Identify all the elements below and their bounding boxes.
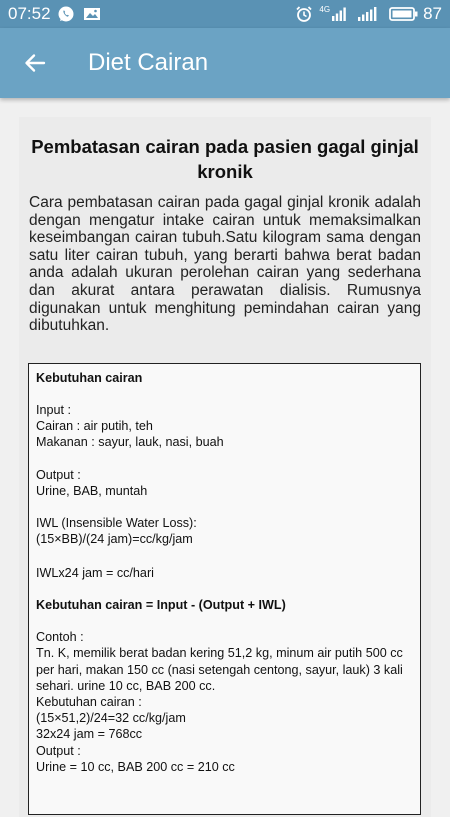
example-output-calc: Urine = 10 cc, BAB 200 cc = 210 cc	[36, 760, 235, 774]
output-label: Output :	[36, 468, 81, 482]
article-intro: Cara pembatasan cairan pada gagal ginjal kronik adalah dengan mengatur intake cairan untuk memaksimalkan keseimbangan cairan tubuh.Satu kilogram sama dengan satu liter cairan tubuh, yang berarti bahwa berat badan anda adalah ukuran perolehan cairan yang sederhana dan akurat antara perawatan dialisis. Rumusnya digunakan untuk menghitung pemindahan cairan yang dibutuhkan.	[29, 194, 421, 335]
article-heading: Pembatasan cairan pada pasien gagal ginjal kronik	[31, 136, 419, 182]
formula-box-title: Kebutuhan cairan	[36, 371, 143, 385]
app-bar-title: Diet Cairan	[88, 49, 209, 76]
iwl-daily-formula: IWLx24 jam = cc/hari	[36, 566, 154, 580]
example-text-line-2: per hari, makan 150 cc (nasi setengah centong, sayur, lauk) 3 kali	[36, 663, 403, 677]
app-bar	[0, 28, 450, 98]
example-output-label: Output :	[36, 744, 81, 758]
signal-4g-icon	[331, 6, 347, 22]
example-daily-calc: 32x24 jam = 768cc	[36, 727, 143, 741]
example-need-label: Kebutuhan cairan :	[36, 695, 142, 709]
status-bar	[0, 0, 450, 28]
network-type-label: 4G	[319, 5, 331, 14]
iwl-formula: (15×BB)/(24 jam)=cc/kg/jam	[36, 532, 193, 546]
input-label: Input :	[36, 403, 72, 417]
alarm-clock-icon	[295, 5, 313, 23]
image-icon	[83, 6, 101, 22]
output-items: Urine, BAB, muntah	[36, 484, 148, 498]
input-cairan: Cairan : air putih, teh	[36, 419, 153, 433]
status-time: 07:52	[8, 4, 51, 23]
iwl-label: IWL (Insensible Water Loss):	[36, 516, 197, 530]
example-text-line-3: sehari. urine 10 cc, BAB 200 cc.	[36, 679, 216, 693]
example-label: Contoh :	[36, 630, 84, 644]
battery-icon	[389, 6, 419, 22]
back-arrow-icon	[23, 51, 47, 75]
example-iwl-calc: (15×51,2)/24=32 cc/kg/jam	[36, 711, 186, 725]
input-makanan: Makanan : sayur, lauk, nasi, buah	[36, 435, 224, 449]
example-text-line-1: Tn. K, memilik berat badan kering 51,2 kg, minum air putih 500 cc	[36, 646, 403, 660]
signal-icon	[357, 6, 379, 22]
battery-level: 87	[423, 4, 442, 23]
back-button[interactable]	[20, 48, 50, 78]
fluid-need-formula: Kebutuhan cairan = Input - (Output + IWL)	[36, 598, 286, 612]
whatsapp-icon	[57, 5, 75, 23]
